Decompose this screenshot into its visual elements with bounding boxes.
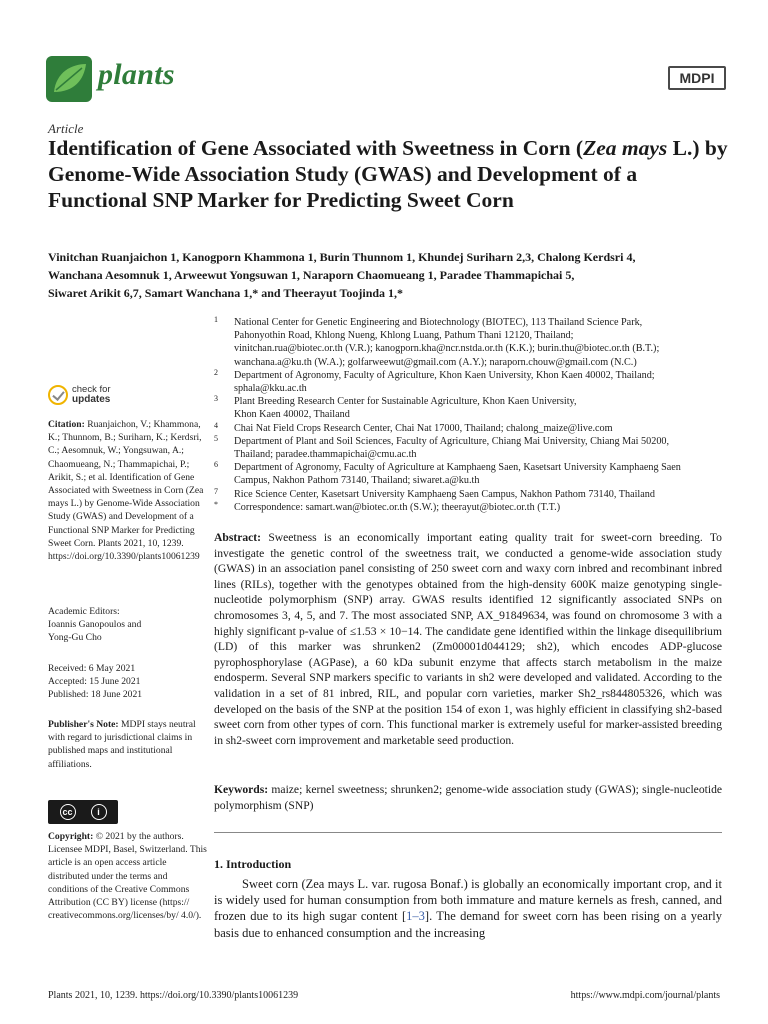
affiliation-line: Campus, Nakhon Pathom 73140, Thailand; siwaret.a@ku.th (234, 475, 480, 487)
affiliation-line: Department of Agronomy, Faculty of Agriculture at Kamphaeng Saen, Kasetsart University Kamphaeng Saen (234, 462, 681, 474)
affiliation-item (214, 369, 734, 395)
copyright-text: © 2021 by the authors. Licensee MDPI, Basel, Switzerland. This article is an open access article distributed under the terms and conditions of the Creative Commons Attribution (CC BY) license (https:// creativecommons.org/licenses/by/ 4.0/). (48, 831, 207, 922)
editors-block (48, 605, 208, 645)
journal-name: plants (98, 58, 175, 91)
editor-name: Ioannis Ganopoulos and (48, 619, 142, 631)
affiliation-item (214, 316, 734, 369)
citation-label: Citation: (48, 419, 85, 430)
keywords-label: Keywords: (214, 783, 269, 796)
affiliation-number: 1 (214, 315, 218, 324)
abstract-label: Abstract: (214, 531, 262, 544)
check-updates-icon (48, 385, 68, 405)
affiliation-line: National Center for Genetic Engineering and Biotechnology (BIOTEC), 113 Thailand Science Park, (234, 317, 643, 328)
citation-text: Ruanjaichon, V.; Khammona, K.; Thunnom, B.; Suriharn, K.; Kerdsri, C.; Aesomnuk, W.; Yongsuwan, A.; Chaomueang, N.; Thammapichai, P.; Arikit, S.; et al. Identification of Gene Associated with Sweetness in Corn (Zea mays L.) by Genome-Wide Association Study (GWAS) and Development of a Functional SNP Marker for Predicting Sweet Corn. Plants 2021, 10, 1239. https://doi.org/10.3390/plants10061239 (48, 419, 204, 563)
leaf-logo-icon (46, 56, 92, 102)
affiliation-number: 5 (214, 433, 218, 443)
copyright-label: Copyright: (48, 831, 94, 842)
article-title: Identification of Gene Associated with Sweetness in Corn (Zea mays L.) by Genome-Wide Association Study (GWAS) and Development of a Functional SNP Marker for Predicting Sweet Corn (48, 136, 728, 212)
introduction-text: Sweet corn (Zea mays L. var. rugosa Bonaf.) is globally an economically important crop, and it is widely used for human consumption from both immature and mature kernels as fresh, canned, and frozen due to its high sugar content [1–3]. The demand for sweet corn has been rising on a yearly basis due to enhanced consumption and the increasing (214, 877, 722, 940)
published-date: Published: 18 June 2021 (48, 689, 143, 701)
affiliation-number: 7 (214, 486, 218, 496)
check-for-updates-button[interactable] (48, 385, 111, 405)
keywords-text: maize; kernel sweetness; shrunken2; genome-wide association study (GWAS); single-nucleotide polymorphism (SNP) (214, 783, 723, 812)
keywords (214, 782, 722, 813)
affiliation-number: * (214, 499, 218, 509)
affiliation-line: Pahonyothin Road, Khlong Nueng, Khlong Luang, Pathum Thani 12120, Thailand; (234, 330, 574, 342)
affiliation-item (214, 435, 734, 461)
publisher-note (48, 718, 208, 771)
author-list (48, 248, 738, 302)
affiliation-line: Khon Kaen 40002, Thailand (234, 409, 350, 421)
affiliation-number: 6 (214, 460, 218, 470)
accepted-date: Accepted: 15 June 2021 (48, 676, 141, 688)
affiliation-line: Thailand; paradee.thammapichai@cmu.ac.th (234, 449, 417, 461)
reference-link[interactable]: 1–3 (406, 909, 425, 924)
publisher-note-text: MDPI stays neutral with regard to jurisdictional claims in published maps and institutional affiliations. (48, 719, 196, 770)
publisher-logo: MDPI (668, 66, 726, 90)
cc-icon: cc (60, 804, 76, 820)
affiliation-line: Department of Agronomy, Faculty of Agriculture, Khon Kaen University, Khon Kaen 40002, Thailand; (234, 369, 655, 381)
editors-label: Academic Editors: (48, 606, 120, 617)
affiliation-line: Chai Nat Field Crops Research Center, Chai Nat 17000, Thailand; chalong_maize@live.com (234, 422, 613, 434)
affiliation-number: 3 (214, 394, 218, 404)
publisher-note-label: Publisher's Note: (48, 719, 119, 730)
article-type: Article (48, 121, 84, 136)
affiliation-line: Department of Plant and Soil Sciences, Faculty of Agriculture, Chiang Mai University, Chiang Mai 50200, (234, 435, 670, 447)
updates-label: updates (72, 394, 111, 405)
footer-citation: Plants 2021, 10, 1239. https://doi.org/10.3390/plants10061239 (48, 990, 299, 1001)
affiliation-item (214, 422, 734, 435)
citation-block (48, 418, 208, 563)
author-line: Siwaret Arikit 6,7, Samart Wanchana 1,* and Theerayut Toojinda 1,* (48, 286, 404, 300)
affiliation-item (214, 461, 734, 487)
editor-name: Yong-Gu Cho (48, 632, 102, 644)
abstract-text: Sweetness is an economically important eating quality trait for sweet-corn breeding. To investigate the genetic control of the sweetness trait, we conducted a genome-wide association study (GWAS) in an association panel consisting of 250 sweet corn and waxy corn inbred and recombinant inbred lines (RILs), together with the genotypes obtained from the high-density 600K maize genotyping single-nucleotide polymorphism (SNP) array. GWAS results identified 12 significantly associated SNPs on chromosomes 3, 4, 5, and 7. The most associated SNP, AX_91849634, was found on chromosome 3 with a highly significant p-value of ≤1.53 × 10−14. The candidate gene identified within the linkage disequilibrium (LD) of this marker was shrunken2 (Zm00001d044129; sh2), which encodes ADP-glucose pyrophosphorylase (AGPase), a 60 kDa subunit enzyme that affects starch metabolism in the maize endosperm. Several SNP markers specific to variants in sh2 were developed and validated. According to the validation in a set of 81 inbred, RIL, and popular corn varieties, marker Sh2_rs844805326, which was developed on the basis of the SNP at the position 154 of exon 1, was highly efficient in classifying sh2-based sweet corn from other types of corn. This functional marker is extremely useful for marker-assisted breeding in sh2-sweet corn improvement and marketable seed production. (214, 531, 722, 747)
affiliation-line: Plant Breeding Research Center for Sustainable Agriculture, Khon Kaen University, (234, 396, 577, 408)
affiliation-line: wanchana.a@ku.th (W.A.); golfarweewut@gmail.com (A.Y.); naraporn.chouw@gmail.com (N.C.) (234, 356, 637, 368)
affiliation-line: sphala@kku.ac.th (234, 383, 307, 395)
divider (214, 832, 722, 833)
received-date: Received: 6 May 2021 (48, 663, 136, 674)
affiliation-item (214, 501, 734, 514)
affiliation-item (214, 488, 734, 501)
footer-journal-link[interactable]: https://www.mdpi.com/journal/plants (570, 990, 720, 1001)
copyright-block (48, 830, 208, 922)
affiliation-line: vinitchan.rua@biotec.or.th (V.R.); kanogporn.kha@ncr.nstda.or.th (K.K.); burin.thu@biotec.or.th (B.T.); (234, 343, 660, 355)
affiliation-line: Rice Science Center, Kasetsart University Kamphaeng Saen Campus, Nakhon Pathom 73140, Thailand (234, 488, 655, 500)
affiliation-item (214, 395, 734, 421)
cc-license-badge[interactable] (48, 800, 118, 824)
abstract (214, 530, 722, 748)
author-line: Vinitchan Ruanjaichon 1, Kanogporn Khammona 1, Burin Thunnom 1, Khundej Suriharn 2,3, Chalong Kerdsri 4, (48, 250, 636, 264)
affiliation-line: Correspondence: samart.wan@biotec.or.th (S.W.); theerayut@biotec.or.th (T.T.) (234, 501, 561, 513)
affiliation-number: 2 (214, 367, 218, 377)
section-heading: 1. Introduction (214, 857, 292, 871)
author-line: Wanchana Aesomnuk 1, Arweewut Yongsuwan 1, Naraporn Chaomueang 1, Paradee Thammapichai 5, (48, 268, 575, 282)
affiliation-number: 4 (214, 420, 218, 430)
check-label: check for (72, 384, 111, 395)
attribution-icon: i (91, 804, 107, 820)
dates-block (48, 662, 208, 702)
affiliations (214, 316, 734, 514)
